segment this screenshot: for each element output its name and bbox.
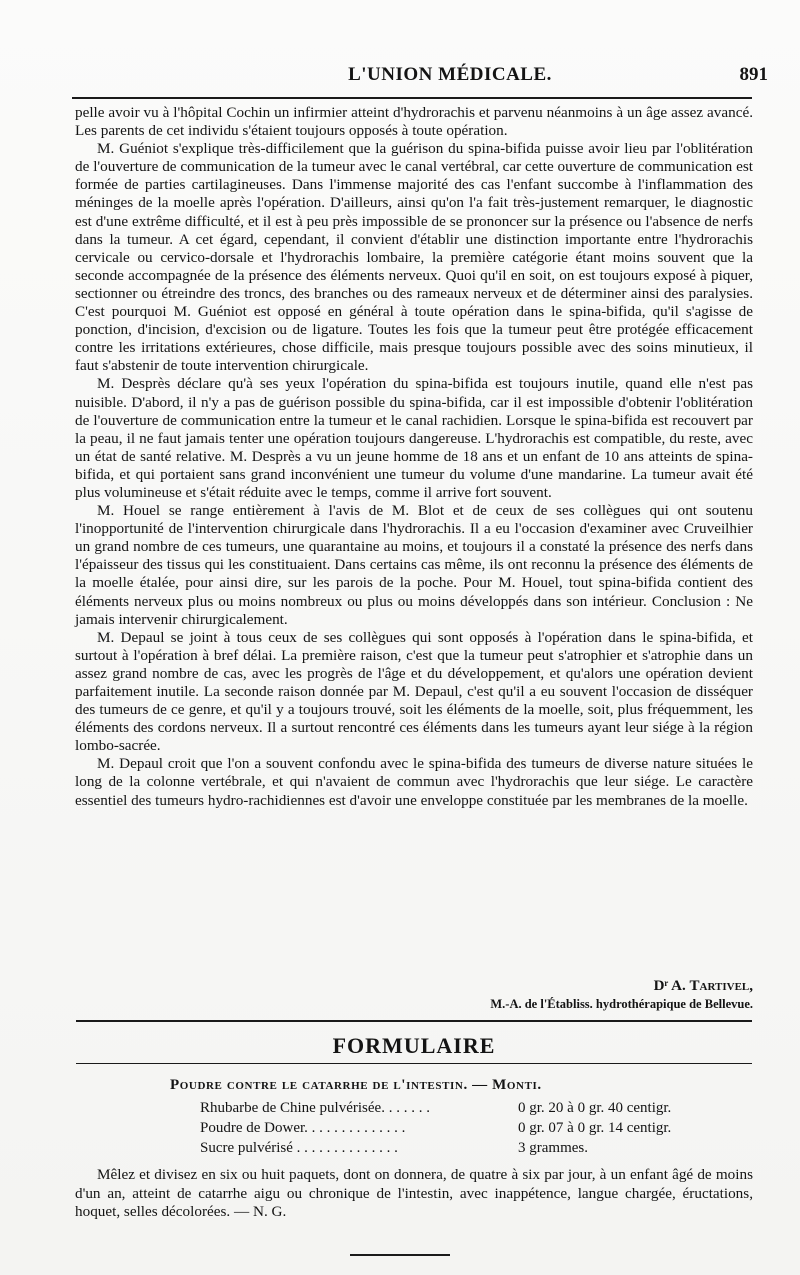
- ingredient-name: Rhubarbe de Chine pulvérisée. . . . . . .: [200, 1100, 430, 1116]
- formulaire-bottom-rule: [76, 1063, 752, 1064]
- ingredient-quantity: 0 gr. 20 à 0 gr. 40 centigr.: [518, 1100, 672, 1116]
- ingredient-name: Sucre pulvérisé . . . . . . . . . . . . . .: [200, 1140, 398, 1156]
- signature-affiliation: M.-A. de l'Établiss. hydrothérapique de Bellevue.: [490, 997, 753, 1011]
- page-number: 891: [739, 64, 768, 85]
- page-header: [70, 64, 770, 94]
- paragraph: M. Guéniot s'explique très-difficilement que la guérison du spina-bifida puisse avoir lieu par l'oblitération de l'ouverture de communication de la tumeur avec le canal vertébral, car cette ouverture de communication est formée de parties cartilagineuses. Dans l'immense majorité des cas l'enfant succombe à l'inflammation des méninges de la moelle après l'opération. D'ailleurs, ainsi qu'on l'a fait très-justement remarquer, le diagnostic est d'une extrême difficulté, et il est à peu près impossible de se prononcer sur la présence ou l'absence de nerfs dans la tumeur. A cet égard, cependant, il convient d'établir une distinction importante entre l'hydrorachis cervicale ou cervico-dorsale et l'hydrorachis lombaire, la première catégorie étant moins souvent que la seconde accompagnée de la présence des éléments nerveux. Quoi qu'il en soit, on est toujours exposé à piquer, sectionner ou étreindre des troncs, des branches ou des rameaux nerveux et de déterminer ainsi des paralysies. C'est pourquoi M. Guéniot est opposé en général à toute opération dans le spina-bifida, qu'il s'agisse de ponction, d'incision, d'excision ou de ligature. Toutes les fois que la tumeur peut être protégée efficacement contre les irritations extérieures, chose difficile, mais presque toujours possible avec des soins minutieux, il faut s'abstenir de toute intervention chirurgicale.: [75, 140, 753, 375]
- ingredient-name: Poudre de Dower. . . . . . . . . . . . . .: [200, 1120, 406, 1136]
- signature-name: [75, 978, 753, 995]
- paragraph: pelle avoir vu à l'hôpital Cochin un infirmier atteint d'hydrorachis et parvenu néanmoins à un âge assez avancé. Les parents de cet individu s'étaient toujours opposés à toute opération.: [75, 104, 753, 140]
- formulaire-title: FORMULAIRE: [332, 1033, 496, 1058]
- ingredient-row: [200, 1140, 740, 1158]
- signature-prefix: Dʳ A.: [653, 978, 690, 994]
- signature-surname: Tartivel,: [689, 978, 753, 994]
- instructions-text: Mêlez et divisez en six ou huit paquets, dont on donnera, de quatre à six par jour, à un enfant âgé de moins d'un an, atteint de catarrhe aigu ou chronique de l'intestin, avec inappétence, langue chargée, éructations, hoquet, selles décolorées. — N. G.: [75, 1166, 753, 1220]
- paragraph: M. Houel se range entièrement à l'avis de M. Blot et de ceux de ses collègues qui ont soutenu l'inopportunité de l'intervention chirurgicale dans l'hydrorachis. Il a eu l'occasion d'examiner avec Cruveilhier un grand nombre de ces tumeurs, une quarantaine au moins, et toujours il a constaté la présence des nerfs dans l'épaisseur des tissus qui les constituaient. Dans certains cas même, ils ont reconnu la présence des éléments de la moelle étalée, pour ainsi dire, sur les parois de la poche. Pour M. Houel, tout spina-bifida contient des éléments nerveux plus ou moins nombreux ou plus ou moins développés dans son intérieur. Conclusion : Ne jamais intervenir chirurgicalement.: [75, 502, 753, 628]
- paragraph: M. Depaul se joint à tous ceux de ses collègues qui sont opposés à l'opération dans le spina-bifida, et surtout à l'opération à bref délai. La première raison, c'est que la tumeur peut s'atrophier et s'atrophie dans un assez grand nombre de cas, avec les progrès de l'âge et du développement, et qu'alors une opération devient parfaitement inutile. La seconde raison donnée par M. Depaul, c'est qu'il a eu souvent l'occasion de disséquer des tumeurs de ce genre, et qu'il y a toujours trouvé, soit les éléments de la moelle, soit, plus fréquemment, les éléments des cordons nerveux. Il a surtout rencontré ces éléments dans les tumeurs ayant leur siége à la région lombo-sacrée.: [75, 628, 753, 755]
- article-body: [75, 104, 753, 810]
- recipe-name: Poudre contre le catarrhe de l'intestin.: [170, 1077, 468, 1093]
- footer-rule: [350, 1254, 450, 1256]
- formulaire-top-rule: [76, 1020, 752, 1022]
- recipe-title: [170, 1077, 750, 1094]
- recipe-instructions: [75, 1166, 753, 1222]
- header-rule: [72, 97, 752, 99]
- ingredient-row: [200, 1100, 740, 1118]
- running-title: L'UNION MÉDICALE.: [348, 64, 552, 85]
- paragraph: M. Desprès déclare qu'à ses yeux l'opération du spina-bifida est toujours inutile, quand elle n'est pas nuisible. D'abord, il n'y a pas de guérison possible du spina-bifida, car il est impossible d'obtenir l'oblitération de l'ouverture de communication entre la tumeur et le canal rachidien. Lorsque le spina-bifida est recouvert par la peau, il ne faut jamais tenter une opération toujours dangereuse. L'hydrorachis est compatible, du reste, avec un état de santé relative. M. Desprès a vu un jeune homme de 18 ans et un enfant de 10 ans atteints de spina-bifida, et qui portaient sans grand inconvénient une tumeur du volume d'une mandarine. La tumeur avait été plus volumineuse et s'était réduite avec le temps, comme il arrive fort souvent.: [75, 375, 753, 501]
- ingredient-quantity: 0 gr. 07 à 0 gr. 14 centigr.: [518, 1120, 672, 1136]
- recipe-author: — Monti.: [472, 1077, 542, 1093]
- ingredient-quantity: 3 grammes.: [518, 1140, 588, 1156]
- paragraph: M. Depaul croit que l'on a souvent confondu avec le spina-bifida des tumeurs de diverse nature situées le long de la colonne vertébrale, et qui n'avaient de commun avec l'hydrorachis que leur siége. Le caractère essentiel des tumeurs hydro-rachidiennes est d'avoir une enveloppe constituée par les membranes de la moelle.: [75, 755, 753, 809]
- ingredient-row: [200, 1120, 740, 1138]
